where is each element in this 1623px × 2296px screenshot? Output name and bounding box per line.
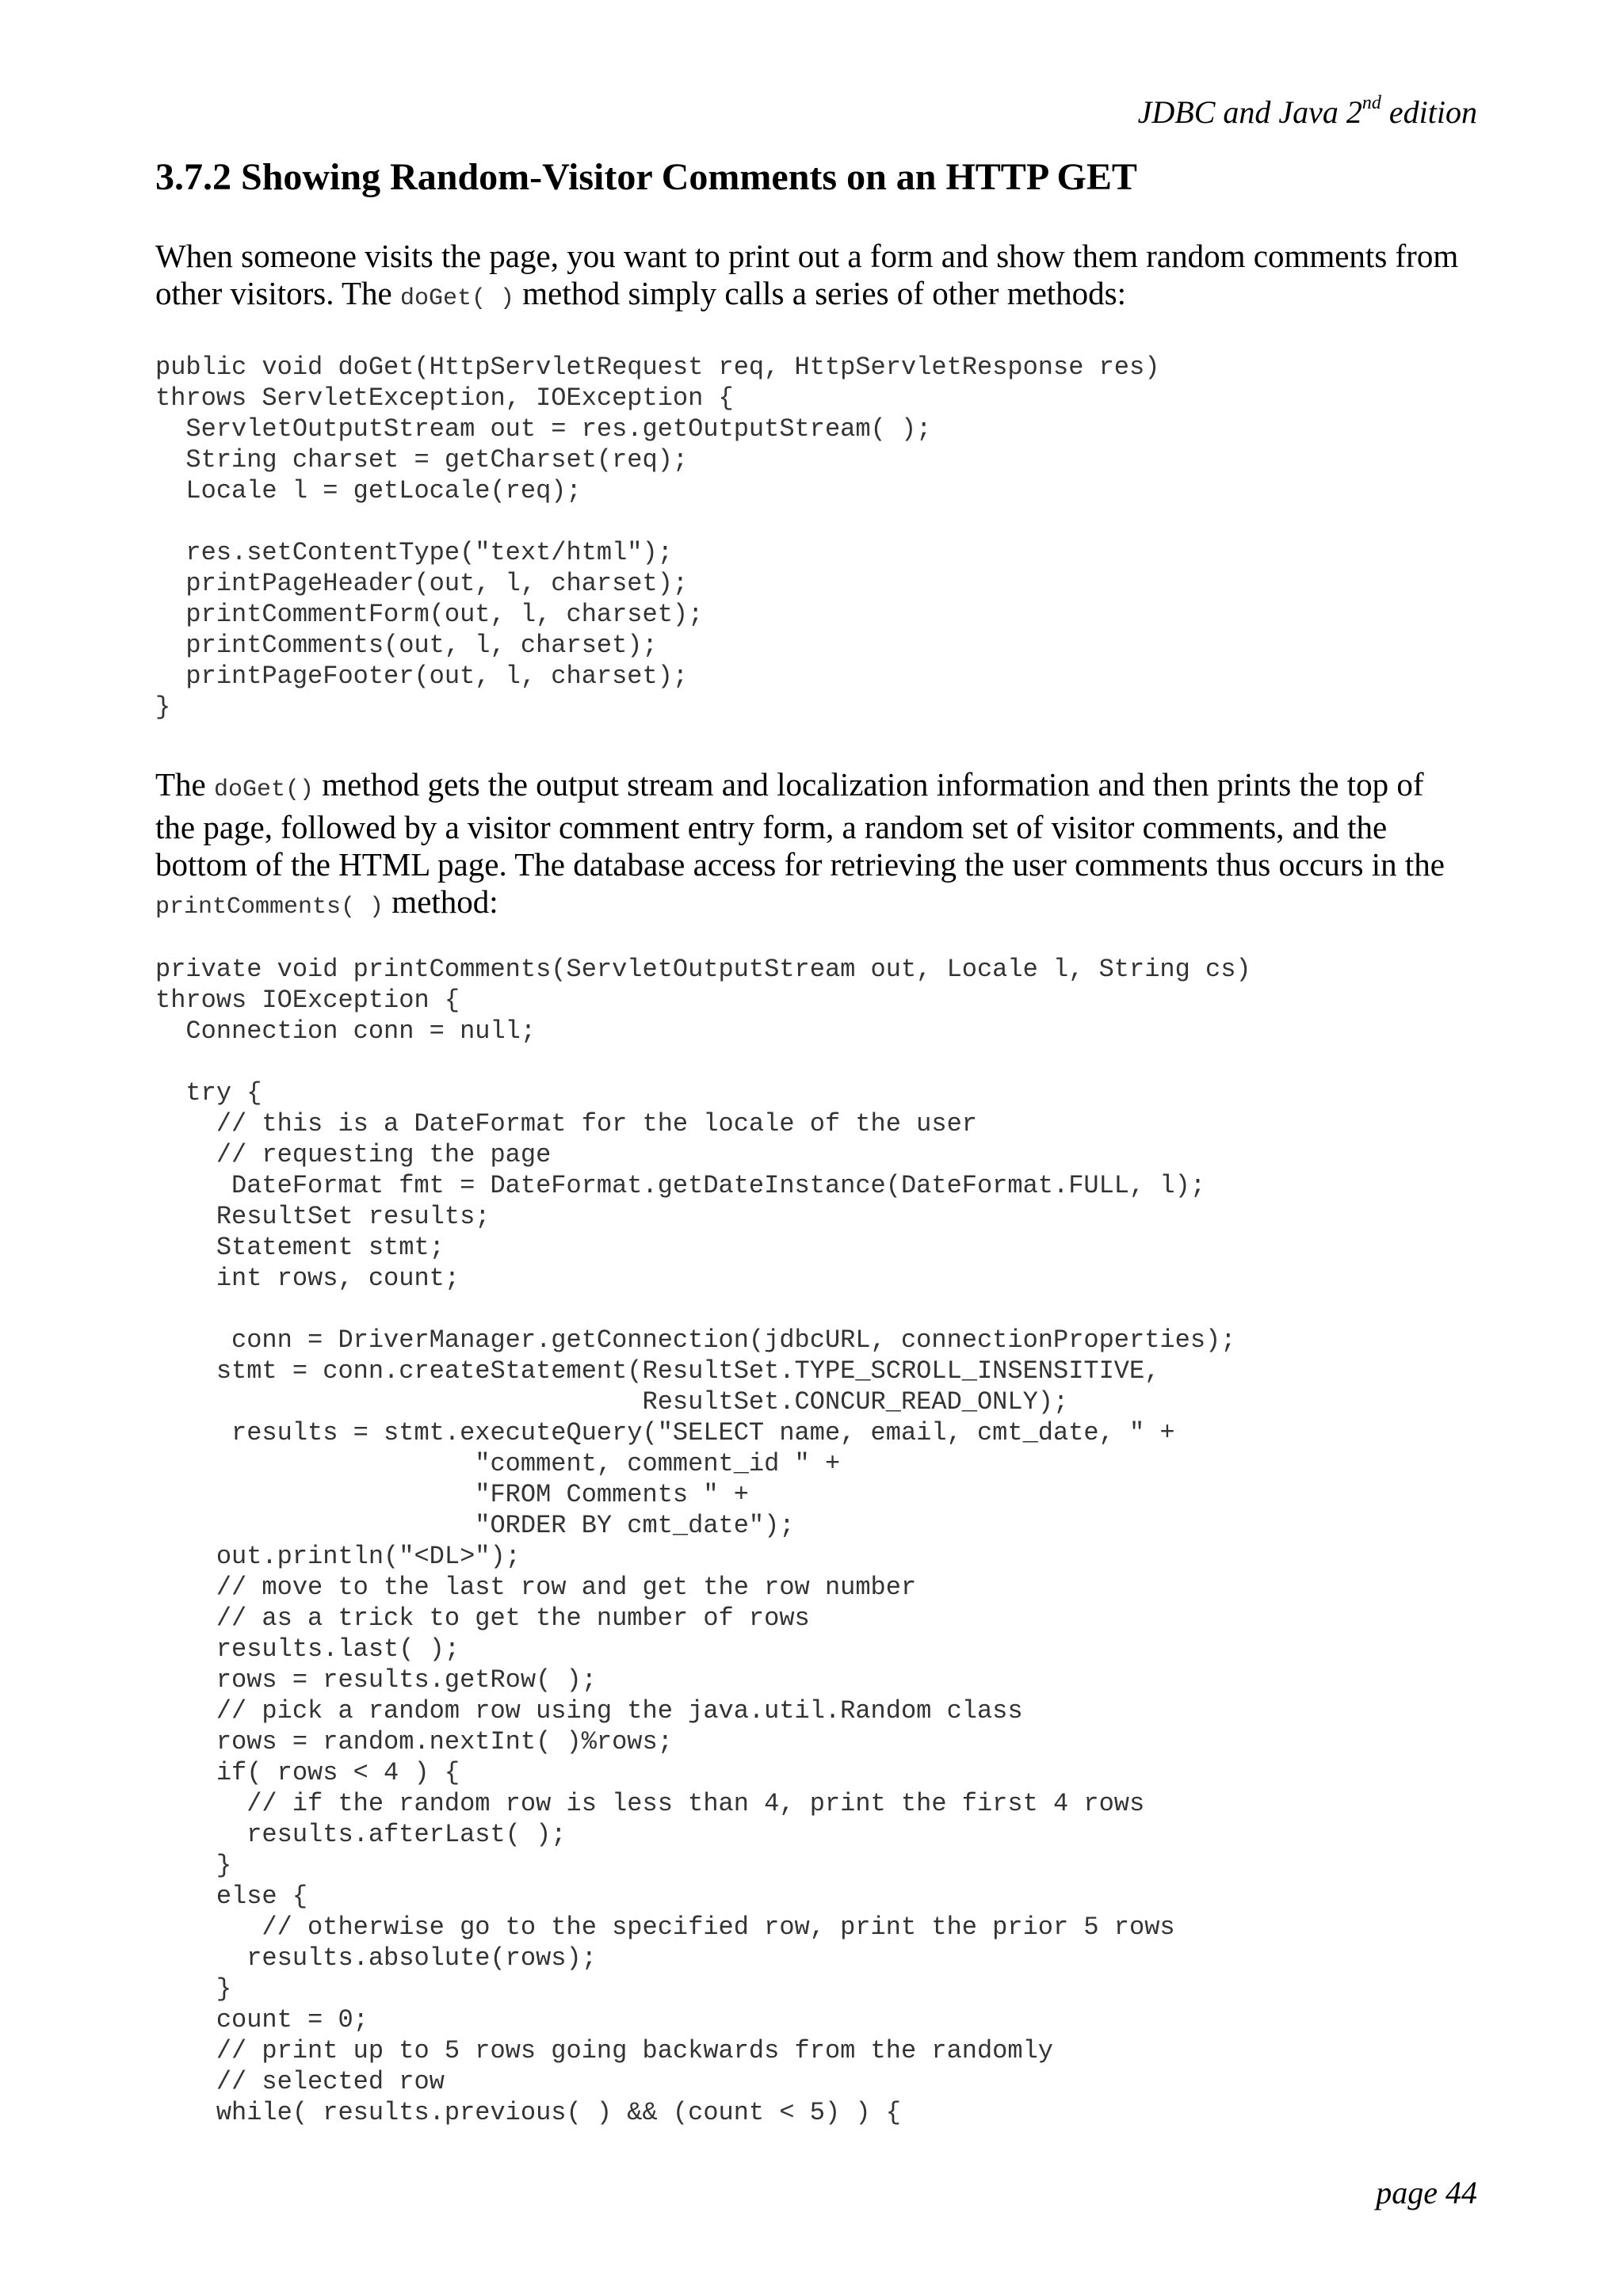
code-listing-doget: public void doGet(HttpServletRequest req, HttpServletResponse res) throws ServletException, IOException { ServletOutputStream out = res.getOutputStream( ); String charset = getCharset(req); Locale l = getLocale(req); res.setContentType("text/html"); printPageHeader(out, l, charset); printCommentForm(out, l, charset); printComments(out, l, charset); printPageFooter(out, l, charset); } (155, 353, 1160, 722)
code-listing-printcomments: private void printComments(ServletOutputStream out, Locale l, String cs) throws IOException { Connection conn = null; try { // this is a DateFormat for the locale of the user // requesting the page DateFormat fmt = DateFormat.getDateInstance(DateFormat.FULL, l); ResultSet results; Statement stmt; int rows, count; conn = DriverManager.getConnection(jdbcURL, connectionProperties); stmt = conn.createStatement(ResultSet.TYPE_SCROLL_INSENSITIVE, ResultSet.CONCUR_READ_ONLY); results = stmt.executeQuery("SELECT name, email, cmt_date, " + "comment, comment_id " + "FROM Comments " + "ORDER BY cmt_date"); out.println("<DL>"); // move to the last row and get the row number // as a trick to get the number of rows results.last( ); rows = results.getRow( ); // pick a random row using the java.util.Random class rows = random.nextInt( )%rows; if( rows < 4 ) { // if the random row is less than 4, print the first 4 rows results.afterLast( ); } else { // otherwise go to the specified row, print the prior 5 rows results.absolute(rows); } count = 0; // print up to 5 rows going backwards from the randomly // selected row while( results.previous( ) && (count < 5) ) { (155, 955, 1251, 2127)
explanation-line-3: bottom of the HTML page. The database access for retrieving the user comments thus occurs in the (155, 846, 1445, 883)
header-title-superscript: nd (1361, 93, 1381, 113)
intro-paragraph (155, 238, 1487, 318)
section-title: 3.7.2 Showing Random-Visitor Comments on an HTTP GET (155, 156, 1137, 198)
explanation-text: method gets the output stream and localization information and then prints the top of (314, 766, 1424, 803)
explanation-line-2: the page, followed by a visitor comment entry form, a random set of visitor comments, and the (155, 809, 1388, 845)
inline-code: doGet() (214, 776, 315, 803)
explanation-paragraph (155, 766, 1487, 926)
intro-text: other visitors. The (155, 275, 400, 311)
intro-text: method simply calls a series of other methods: (514, 275, 1127, 311)
inline-code: printComments( ) (155, 894, 384, 921)
intro-line-2 (155, 275, 1487, 318)
intro-line-1: When someone visits the page, you want to print out a form and show them random comments from (155, 238, 1459, 274)
running-header (1138, 93, 1477, 131)
explanation-line-1 (155, 766, 1487, 809)
explanation-line-4 (155, 883, 1487, 926)
explanation-text: method: (384, 883, 498, 920)
header-title: JDBC and Java 2 (1137, 94, 1362, 130)
header-title-tail: edition (1381, 94, 1477, 130)
page-number: page 44 (1376, 2175, 1477, 2210)
inline-code: doGet( ) (399, 285, 515, 312)
explanation-text: The (155, 766, 214, 803)
